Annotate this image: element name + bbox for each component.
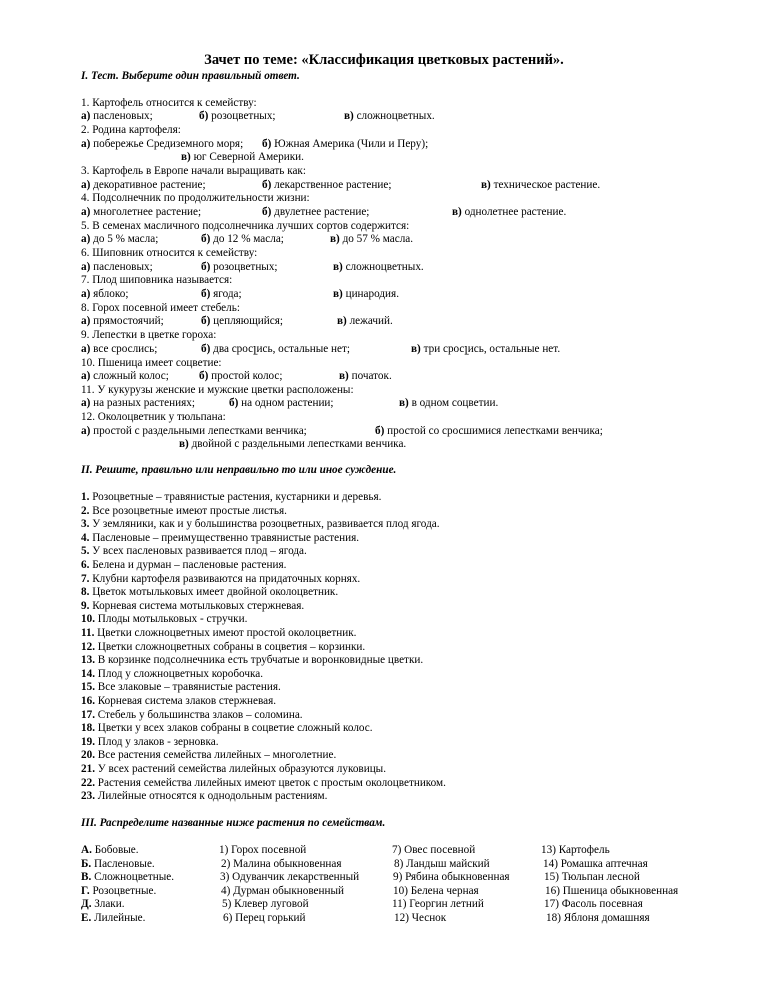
statement-number: 16. <box>81 695 95 707</box>
family-name: Сложноцветные. <box>91 871 175 884</box>
answer-12b: б) простой со сросшимися лепестками венчика; <box>375 425 603 437</box>
question-2: 2. Родина картофеля: <box>81 124 181 136</box>
statement-text: Корневая система мотыльковых стержневая. <box>89 599 305 612</box>
statement-text: Цветки сложноцветных имеют простой околоцветник. <box>94 627 357 639</box>
statement-text: Розоцветные – травянистые растения, кустарники и деревья. <box>89 491 382 503</box>
plant-item: 6) Перец горький <box>223 912 306 924</box>
answer-9b: б) два сросլись, остальные нет; <box>201 343 350 355</box>
statement-7 <box>81 573 360 586</box>
answer-2b: б) Южная Америка (Чили и Перу); <box>262 138 429 150</box>
plant-item: 11) Георгин летний <box>392 898 484 911</box>
family-name: Бобовые. <box>91 844 139 856</box>
question-4: 4. Подсолнечник по продолжительности жизни: <box>81 192 310 204</box>
plant-item: 2) Малина обыкновенная <box>221 857 342 870</box>
statement-2 <box>81 505 287 518</box>
statement-22 <box>81 777 446 790</box>
statement-number: 8. <box>81 586 90 599</box>
statement-number: 9. <box>81 599 90 612</box>
family-letter: Г. <box>81 884 90 897</box>
statement-number: 22. <box>81 776 95 789</box>
answer-6a: а) пасленовых; <box>81 261 153 273</box>
statement-1 <box>81 491 381 504</box>
answer-1a: а) пасленовых; <box>81 110 153 122</box>
statement-19 <box>81 736 219 749</box>
answer-12c: в) двойной с раздельными лепестками венчика. <box>179 438 407 450</box>
statement-text: Стебель у большинства злаков – соломина. <box>94 708 303 721</box>
statement-17 <box>81 709 303 722</box>
answer-7b: б) ягода; <box>201 288 242 300</box>
statement-6 <box>81 559 286 572</box>
statement-text: Пасленовые – преимущественно травянистые растения. <box>89 531 360 544</box>
statement-number: 21. <box>81 763 95 775</box>
statement-text: Цветок мотыльковых имеет двойной околоцветник. <box>89 586 339 599</box>
family-letter: Б. <box>81 857 92 870</box>
statement-15 <box>81 681 281 694</box>
statement-text: Плод у злаков - зерновка. <box>94 735 219 748</box>
plant-item: 8) Ландыш майский <box>394 857 490 870</box>
family-6 <box>81 912 145 925</box>
plant-item: 5) Клевер луговой <box>222 898 309 911</box>
statement-number: 6. <box>81 559 90 571</box>
plant-item: 9) Рябина обыкновенная <box>393 871 510 884</box>
answer-4c: в) однолетнее растение. <box>452 206 567 218</box>
statement-5 <box>81 545 307 558</box>
family-letter: Е. <box>81 912 92 924</box>
family-1 <box>81 844 139 857</box>
answer-4a: а) многолетнее растение; <box>81 206 202 218</box>
plant-item: 3) Одуванчик лекарственный <box>220 871 360 884</box>
answer-2c: в) юг Северной Америки. <box>181 151 304 163</box>
statement-number: 1. <box>81 491 90 503</box>
statement-23 <box>81 790 327 803</box>
statement-21 <box>81 763 386 776</box>
answer-1c: в) сложноцветных. <box>344 110 435 122</box>
family-letter: А. <box>81 844 92 856</box>
statement-text: Все злаковые – травянистые растения. <box>94 681 281 694</box>
answer-3c: в) техническое растение. <box>481 179 601 191</box>
plant-item: 15) Тюльпан лесной <box>544 871 640 884</box>
question-12: 12. Околоцветник у тюльпана: <box>81 411 226 423</box>
statement-number: 13. <box>81 654 95 667</box>
question-8: 8. Горох посевной имеет стебель: <box>81 302 240 314</box>
section-1-heading: I. Тест. Выберите один правильный ответ. <box>81 70 300 82</box>
statement-text: Все розоцветные имеют простые листья. <box>89 504 287 517</box>
statement-20 <box>81 749 336 762</box>
plant-item: 14) Ромашка аптечная <box>543 857 648 870</box>
statement-text: У всех растений семейства лилейных образуются луковицы. <box>94 763 386 775</box>
statement-text: Плоды мотыльковых - стручки. <box>94 613 248 626</box>
answer-3a: а) декоративное растение; <box>81 179 206 191</box>
family-name: Лилейные. <box>91 912 146 924</box>
plant-item: 13) Картофель <box>541 844 610 856</box>
statement-number: 18. <box>81 722 95 735</box>
statement-3 <box>81 518 440 531</box>
answer-8b: б) цепляющийся; <box>201 315 283 327</box>
answer-10a: а) сложный колос; <box>81 370 169 382</box>
family-name: Розоцветные. <box>89 884 157 897</box>
statement-number: 20. <box>81 749 95 762</box>
statement-14 <box>81 668 263 681</box>
plant-item: 4) Дурман обыкновенный <box>221 884 344 897</box>
statement-text: В корзинке подсолнечника есть трубчатые и воронковидные цветки. <box>94 654 424 667</box>
statement-number: 4. <box>81 531 90 544</box>
statement-text: Клубни картофеля развиваются на придаточных корнях. <box>89 572 361 585</box>
question-9: 9. Лепестки в цветке гороха: <box>81 329 217 341</box>
statement-text: Белена и дурман – пасленовые растения. <box>89 559 287 571</box>
statement-11 <box>81 627 356 640</box>
statement-text: Цветки сложноцветных собраны в соцветия – корзинки. <box>94 640 366 653</box>
answer-5a: а) до 5 % масла; <box>81 233 159 245</box>
answer-7a: а) яблоко; <box>81 288 129 300</box>
statement-number: 23. <box>81 790 95 803</box>
statement-text: Все растения семейства лилейных – многолетние. <box>94 749 337 762</box>
answer-11a: а) на разных растениях; <box>81 397 195 409</box>
answer-10c: в) початок. <box>339 370 392 382</box>
question-10: 10. Пшеница имеет соцветие: <box>81 357 222 369</box>
plant-item: 7) Овес посевной <box>392 844 476 856</box>
statement-10 <box>81 613 247 626</box>
statement-4 <box>81 532 359 545</box>
question-7: 7. Плод шиповника называется: <box>81 274 233 286</box>
section-3-heading: III. Распределите названные ниже растения по семействам. <box>81 817 386 829</box>
statement-number: 14. <box>81 667 95 680</box>
answer-12a: а) простой с раздельными лепестками венчика; <box>81 425 307 437</box>
answer-7c: в) цинародия. <box>333 288 399 300</box>
statement-16 <box>81 695 276 708</box>
answer-1b: б) розоцветных; <box>199 110 276 122</box>
family-3 <box>81 871 174 884</box>
statement-13 <box>81 654 423 667</box>
statement-number: 5. <box>81 545 90 558</box>
statement-text: Корневая система злаков стержневая. <box>94 695 277 707</box>
statement-number: 17. <box>81 708 95 721</box>
statement-text: Растения семейства лилейных имеют цветок с простым околоцветником. <box>94 776 446 789</box>
statement-number: 15. <box>81 681 95 694</box>
family-5 <box>81 898 125 911</box>
statement-18 <box>81 722 373 735</box>
answer-4b: б) двулетнее растение; <box>262 206 370 218</box>
statement-number: 3. <box>81 518 90 531</box>
statement-number: 12. <box>81 640 95 653</box>
plant-item: 1) Горох посевной <box>219 844 307 856</box>
page-title: Зачет по теме: «Классификация цветковых растений». <box>204 52 564 68</box>
answer-8c: в) лежачий. <box>337 315 393 327</box>
family-letter: В. <box>81 871 92 884</box>
answer-6c: в) сложноцветных. <box>333 261 424 273</box>
family-name: Злаки. <box>91 898 125 911</box>
section-2-heading: II. Решите, правильно или неправильно то или иное суждение. <box>81 464 397 476</box>
answer-5c: в) до 57 % масла. <box>330 233 414 245</box>
family-4 <box>81 885 156 898</box>
statement-number: 11. <box>81 627 95 639</box>
question-3: 3. Картофель в Европе начали выращивать как: <box>81 165 306 177</box>
statement-number: 10. <box>81 613 95 626</box>
plant-item: 16) Пшеница обыкновенная <box>545 884 679 897</box>
answer-9a: а) все срослись; <box>81 343 158 355</box>
answer-10b: б) простой колос; <box>199 370 283 382</box>
statement-text: У земляники, как и у большинства розоцветных, развивается плод ягода. <box>89 518 440 531</box>
question-1: 1. Картофель относится к семейству: <box>81 97 257 109</box>
statement-text: Лилейные относятся к однодольным растениям. <box>94 790 328 803</box>
family-letter: Д. <box>81 898 92 911</box>
statement-text: Цветки у всех злаков собраны в соцветие сложный колос. <box>94 722 373 735</box>
answer-2a: а) побережье Средиземного моря; <box>81 138 244 150</box>
question-11: 11. У кукурузы женские и мужские цветки расположены: <box>81 384 354 396</box>
statement-9 <box>81 600 304 613</box>
answer-5b: б) до 12 % масла; <box>201 233 284 245</box>
statement-number: 19. <box>81 735 95 748</box>
statement-text: Плод у сложноцветных коробочка. <box>94 667 264 680</box>
answer-8a: а) прямостоячий; <box>81 315 164 327</box>
statement-number: 7. <box>81 572 90 585</box>
plant-item: 12) Чеснок <box>394 912 447 924</box>
family-2 <box>81 858 155 871</box>
answer-9c: в) три сросլись, остальные нет. <box>411 343 561 355</box>
statement-number: 2. <box>81 504 90 517</box>
statement-text: У всех пасленовых развивается плод – ягода. <box>89 545 307 558</box>
question-5: 5. В семенах масличного подсолнечника лучших сортов содержится: <box>81 220 410 232</box>
statement-12 <box>81 641 365 654</box>
plant-item: 18) Яблоня домашняя <box>546 912 650 924</box>
answer-3b: б) лекарственное растение; <box>262 179 392 191</box>
statement-8 <box>81 586 338 599</box>
family-name: Пасленовые. <box>91 857 155 870</box>
answer-11b: б) на одном растении; <box>229 397 334 409</box>
answer-11c: в) в одном соцветии. <box>399 397 499 409</box>
answer-6b: б) розоцветных; <box>201 261 278 273</box>
plant-item: 17) Фасоль посевная <box>544 898 643 911</box>
plant-item: 10) Белена черная <box>393 884 479 897</box>
question-6: 6. Шиповник относится к семейству: <box>81 247 258 259</box>
